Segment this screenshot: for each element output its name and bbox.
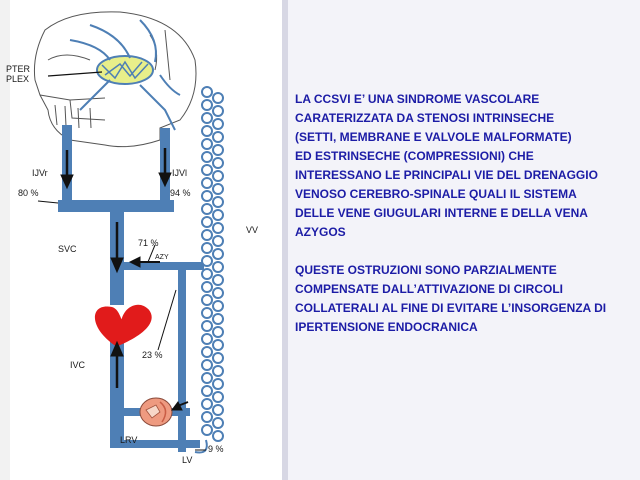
vv-loop-left [202,334,212,344]
vv-loop-right [213,249,223,259]
vv-loop-right [213,379,223,389]
vv-loop-left [202,373,212,383]
vv-loop-left [202,256,212,266]
vv-loop-left [202,386,212,396]
vv-loop-right [213,210,223,220]
vv-loop-right [213,106,223,116]
vv-loop-right [213,275,223,285]
label-svc-pct: 71 % [138,238,159,248]
label-plex: PLEX [6,74,30,84]
label-lv-pct: 9 % [208,444,224,454]
vv-loop-left [202,243,212,253]
vv-loop-left [202,269,212,279]
vertebral-venous-plexus [202,87,223,441]
vv-loop-right [213,314,223,324]
plexus-pointer [48,72,102,76]
vv-loop-left [202,425,212,435]
vv-loop-left [202,399,212,409]
label-azy: AZY [155,254,169,261]
vv-loop-right [213,340,223,350]
vv-loop-right [213,184,223,194]
vv-loop-right [213,119,223,129]
label-lrv: LRV [120,435,138,445]
vv-loop-left [202,295,212,305]
paragraph-collateral-circles: QUESTE OSTRUZIONI SONO PARZIALMENTE COMPENSATE DALL’ATTIVAZIONE DI CIRCOLI COLLATERALI AL FINE DI EVITARE L’INSORGENZA DI IPERTENSIONE ENDOCRANICA [295,263,607,334]
label-svc: SVC [58,244,77,254]
label-ijvl-pct: 94 % [170,188,191,198]
vv-loop-left [202,321,212,331]
vv-loop-right [213,431,223,441]
vv-loop-left [202,87,212,97]
vv-loop-right [213,392,223,402]
vv-loop-right [213,223,223,233]
azygos-arch [118,262,204,270]
vv-loop-left [202,100,212,110]
paragraph-ccsvi-definition: LA CCSVI E’ UNA SINDROME VASCOLARE CARATERIZZATA DA STENOSI INTRINSECHE (SETTI, MEMBRANE E VALVOLE MALFORMATE) ED ESTRINSECHE (COMPRESSIONI) CHE INTERESSANO LE PRINCIPALI VIE DEL DRENAGGIO VENOSO CEREBRO-SPINALE QUALI IL SISTEMA DELLE VENE GIUGULARI INTERNE E DELLA VENA AZYGOS [295,92,598,239]
vv-loop-right [213,262,223,272]
vv-loop-right [213,197,223,207]
vv-loop-left [202,204,212,214]
vv-loop-left [202,139,212,149]
vv-loop-right [213,327,223,337]
vv-loop-left [202,347,212,357]
venous-diagram [6,0,282,480]
label-ijvl: IJVl [172,168,188,178]
vv-loop-right [213,171,223,181]
label-azy-pct: 23 % [142,350,163,360]
vv-loop-left [202,360,212,370]
vv-loop-left [202,217,212,227]
label-ivc: IVC [70,360,86,370]
vv-loop-right [213,353,223,363]
label-lv: LV [182,455,193,465]
heart [95,305,152,347]
vv-loop-left [202,113,212,123]
text-panel [288,0,640,480]
vv-loop-right [213,93,223,103]
vv-loop-left [202,282,212,292]
vv-loop-right [213,132,223,142]
vv-loop-left [202,178,212,188]
vv-loop-left [202,308,212,318]
vv-loop-right [213,158,223,168]
label-vv: VV [246,225,259,235]
vv-loop-left [202,165,212,175]
label-ijvr-pct: 80 % [18,188,39,198]
vv-loop-right [213,301,223,311]
vv-loop-right [213,366,223,376]
vv-loop-right [213,145,223,155]
vv-loop-right [213,418,223,428]
vv-loop-left [202,152,212,162]
vv-loop-right [213,236,223,246]
vv-loop-right [213,405,223,415]
azygos-vein [178,262,186,452]
label-pter: PTER [6,64,31,74]
vv-loop-left [202,230,212,240]
vv-loop-left [202,191,212,201]
description-text [295,90,635,356]
vv-loop-left [202,412,212,422]
vv-loop-right [213,288,223,298]
vv-loop-left [202,126,212,136]
label-ijvr: IJVr [32,168,48,178]
